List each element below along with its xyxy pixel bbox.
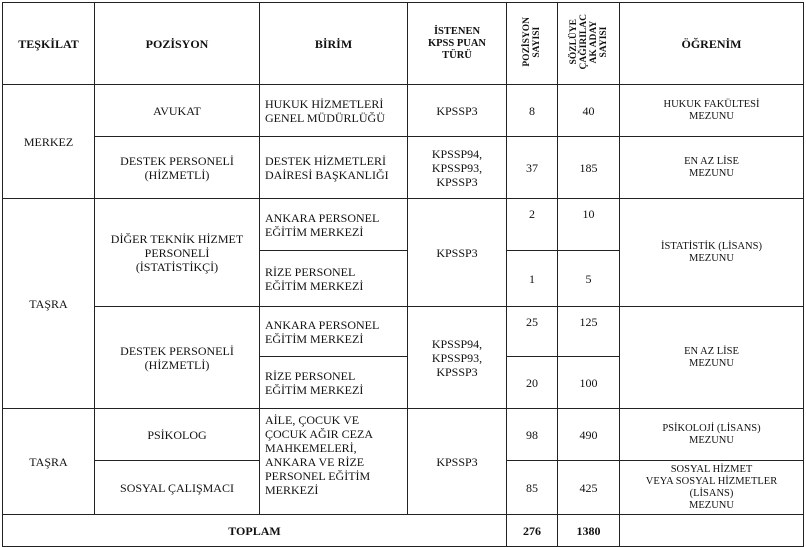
birim-cell: DESTEK HİZMETLERİ DAİRESİ BAŞKANLIĞI (260, 137, 408, 199)
pozisyon-sayisi-cell: 25 (507, 307, 558, 357)
header-row (3, 3, 804, 85)
ogrenim-cell: EN AZ LİSE MEZUNU (620, 307, 804, 409)
kpss-cell: KPSSP3 (408, 199, 507, 307)
pozisyon-sayisi-cell: 85 (507, 461, 558, 515)
aday-sayisi-cell: 425 (558, 461, 620, 515)
header-birim: BİRİM (260, 3, 408, 85)
teskilat-tasra: TAŞRA (3, 199, 95, 409)
ogrenim-cell: HUKUK FAKÜLTESİ MEZUNU (620, 85, 804, 137)
birim-cell: AİLE, ÇOCUK VE ÇOCUK AĞIR CEZA MAHKEMELERİ, ANKARA VE RİZE PERSONEL EĞİTİM MERKEZİ (260, 409, 408, 515)
positions-table (2, 2, 804, 547)
kpss-cell: KPSSP94, KPSSP93, KPSSP3 (408, 137, 507, 199)
pozisyon-cell: PSİKOLOG (95, 409, 260, 461)
table-row (3, 85, 804, 137)
pozisyon-sayisi-cell: 2 (507, 199, 558, 251)
pozisyon-sayisi-cell: 98 (507, 409, 558, 461)
table-row (3, 199, 804, 251)
kpss-cell: KPSSP3 (408, 85, 507, 137)
header-pozisyon: POZİSYON (95, 3, 260, 85)
kpss-cell: KPSSP94, KPSSP93, KPSSP3 (408, 307, 507, 409)
aday-sayisi-cell: 40 (558, 85, 620, 137)
total-empty-cell (620, 515, 804, 547)
pozisyon-cell: SOSYAL ÇALIŞMACI (95, 461, 260, 515)
pozisyon-cell: DESTEK PERSONELİ (HİZMETLİ) (95, 307, 260, 409)
total-label: TOPLAM (3, 515, 507, 547)
header-teskilat: TEŞKİLAT (3, 3, 95, 85)
pozisyon-sayisi-cell: 20 (507, 357, 558, 409)
table-row (3, 307, 804, 357)
pozisyon-sayisi-cell: 8 (507, 85, 558, 137)
birim-cell: RİZE PERSONEL EĞİTİM MERKEZİ (260, 357, 408, 409)
total-aday-sayisi: 1380 (558, 515, 620, 547)
pozisyon-sayisi-cell: 37 (507, 137, 558, 199)
total-pozisyon-sayisi: 276 (507, 515, 558, 547)
aday-sayisi-cell: 125 (558, 307, 620, 357)
aday-sayisi-cell: 490 (558, 409, 620, 461)
teskilat-tasra: TAŞRA (3, 409, 95, 515)
aday-sayisi-cell: 10 (558, 199, 620, 251)
birim-cell: ANKARA PERSONEL EĞİTİM MERKEZİ (260, 199, 408, 251)
pozisyon-cell: AVUKAT (95, 85, 260, 137)
aday-sayisi-cell: 5 (558, 251, 620, 307)
ogrenim-cell: PSİKOLOJİ (LİSANS) MEZUNU (620, 409, 804, 461)
ogrenim-cell: SOSYAL HİZMET VEYA SOSYAL HİZMETLER (LİSANS) MEZUNU (620, 461, 804, 515)
birim-cell: HUKUK HİZMETLERİ GENEL MÜDÜRLÜĞÜ (260, 85, 408, 137)
header-aday-sayisi (558, 3, 620, 85)
header-ogrenim: ÖĞRENİM (620, 3, 804, 85)
kpss-cell: KPSSP3 (408, 409, 507, 515)
birim-cell: RİZE PERSONEL EĞİTİM MERKEZİ (260, 251, 408, 307)
header-pozisyon-sayisi-text: POZİSYON SAYISI (522, 17, 542, 67)
table-row (3, 409, 804, 461)
header-kpss: İSTENEN KPSS PUAN TÜRÜ (408, 3, 507, 85)
table-row (3, 137, 804, 199)
aday-sayisi-cell: 100 (558, 357, 620, 409)
total-row (3, 515, 804, 547)
pozisyon-sayisi-cell: 1 (507, 251, 558, 307)
ogrenim-cell: İSTATİSTİK (LİSANS) MEZUNU (620, 199, 804, 307)
header-pozisyon-sayisi (507, 3, 558, 85)
aday-sayisi-cell: 185 (558, 137, 620, 199)
ogrenim-cell: EN AZ LİSE MEZUNU (620, 137, 804, 199)
birim-cell: ANKARA PERSONEL EĞİTİM MERKEZİ (260, 307, 408, 357)
teskilat-merkez: MERKEZ (3, 85, 95, 199)
header-aday-sayisi-text: SÖZLÜYE ÇAĞIRILAC AK ADAY SAYISI (568, 14, 609, 70)
pozisyon-cell: DİĞER TEKNİK HİZMET PERSONELİ (İSTATİSTİKÇİ) (95, 199, 260, 307)
pozisyon-cell: DESTEK PERSONELİ (HİZMETLİ) (95, 137, 260, 199)
